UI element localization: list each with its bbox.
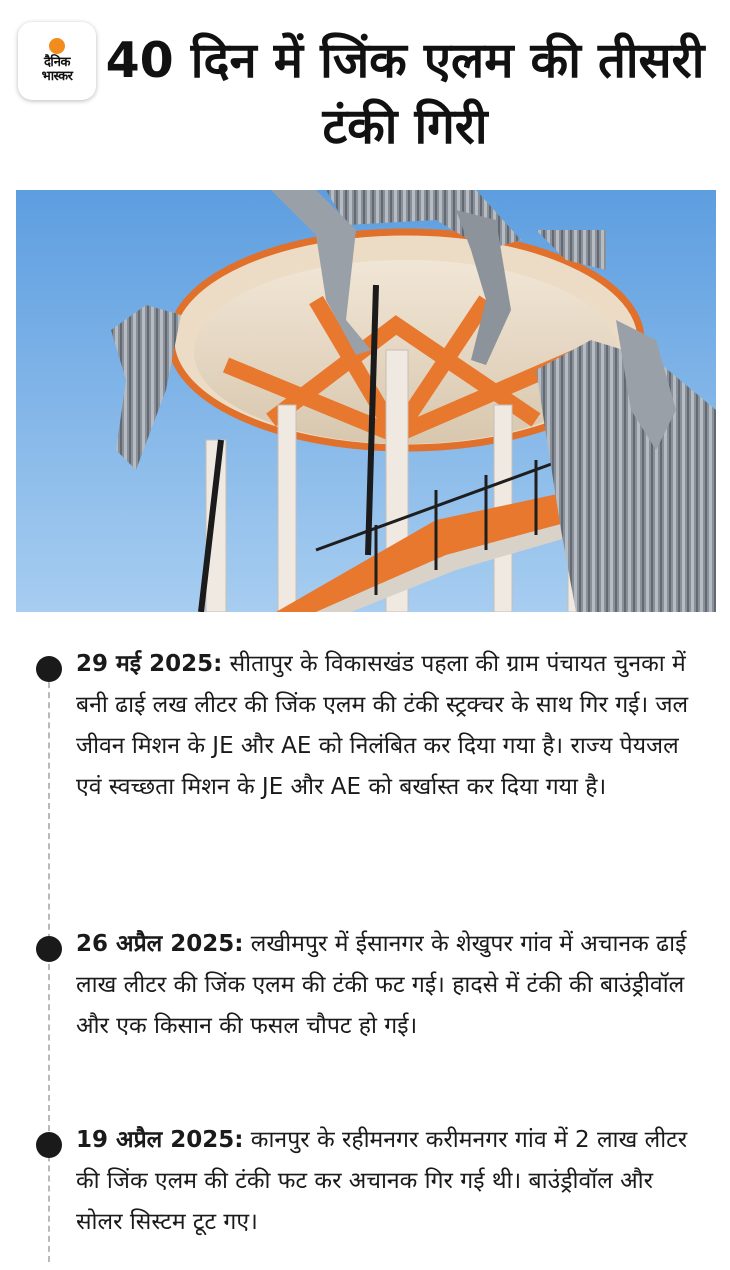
entry-date: 26 अप्रैल 2025: [76,931,244,957]
bullet-icon [36,656,62,682]
headline: 40 दिन में जिंक एलम की तीसरी टंकी गिरी [105,32,705,155]
logo-line-1: दैनिक [44,55,70,70]
bullet-icon [36,1132,62,1158]
entry-text [76,1120,706,1243]
header [0,0,730,185]
entry-body: कानपुर के रहीमनगर करीमनगर गांव में 2 लाख लीटर की जिंक एलम की टंकी फट कर अचानक गिर गई थी। बाउंड्रीवॉल और सोलर सिस्टम टूट गए। [76,1127,688,1235]
entry-text [76,924,706,1047]
entry-body: सीतापुर के विकासखंड पहला की ग्राम पंचायत चुनका में बनी ढाई लख लीटर की जिंक एलम की टंकी स्ट्रक्चर के साथ गिर गई। जल जीवन मिशन के JE और AE को निलंबित कर दिया गया है। राज्य पेयजल एवं स्वच्छता मिशन के JE और AE को बर्खास्त कर दिया गया है। [76,651,689,800]
entry-text [76,644,706,808]
dainik-bhaskar-logo [18,22,96,100]
bullet-icon [36,936,62,962]
entry-date: 29 मई 2025: [76,651,223,677]
collapsed-water-tank-photo [16,190,716,612]
logo-line-2: भास्कर [41,69,73,84]
entry-date: 19 अप्रैल 2025: [76,1127,244,1153]
sun-icon [49,38,65,54]
timeline-dashed-line [48,662,52,1262]
entry-body: लखीमपुर में ईसानगर के शेखुपर गांव में अचानक ढाई लाख लीटर की जिंक एलम की टंकी फट गई। हादसे में टंकी की बाउंड्रीवॉल और एक किसान की फसल चौपट हो गई। [76,931,687,1039]
